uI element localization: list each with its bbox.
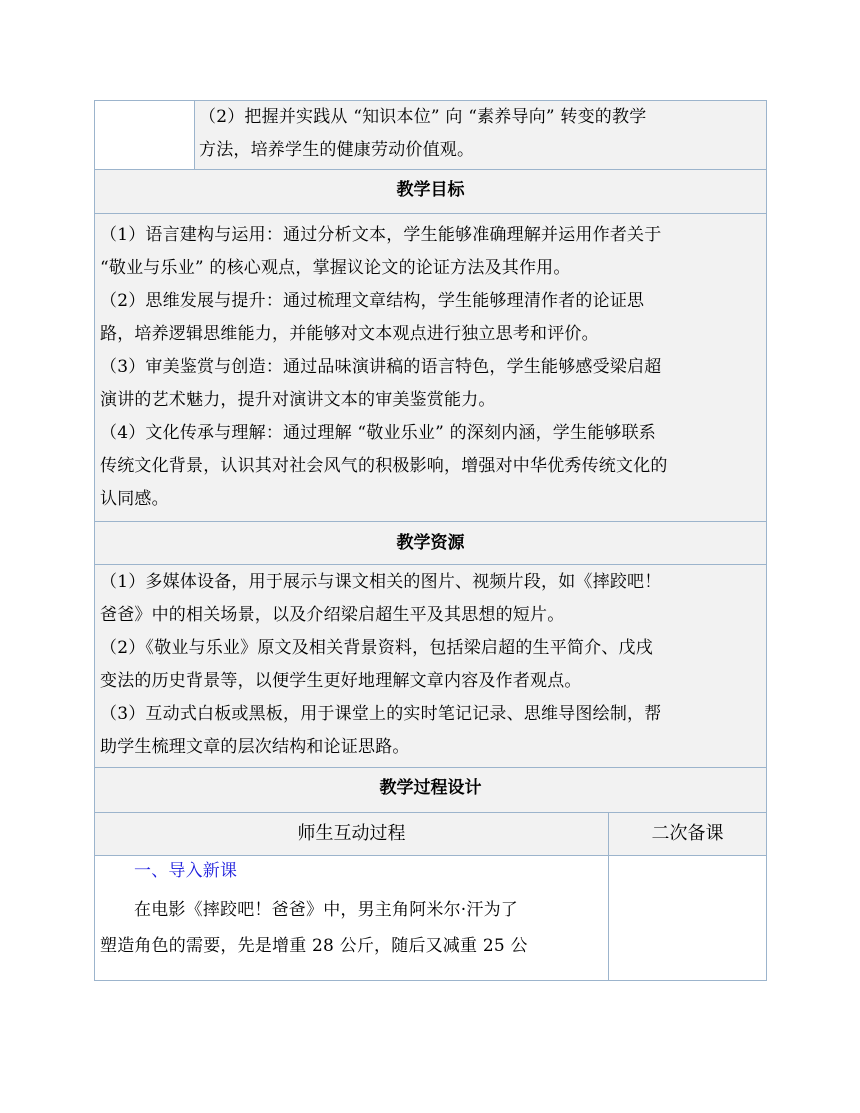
resources-body [95,565,766,767]
text-line: （2）思维发展与提升：通过梳理文章结构，学生能够理清作者的论证思 [100,291,645,311]
resources-heading: 教学资源 [396,533,465,553]
text-line: 演讲的艺术魅力，提升对演讲文本的审美鉴赏能力。 [100,390,496,410]
resources-body-row [94,564,767,767]
text-line: （2）把握并实践从 “知识本位” 向 “素养导向” 转变的教学 [199,107,647,127]
objectives-heading: 教学目标 [396,180,465,200]
process-body-row [94,855,767,981]
text-line: 在电影《摔跤吧！爸爸》中，男主角阿米尔·汗为了 [134,900,519,920]
text-line: （1）多媒体设备，用于展示与课文相关的图片、视频片段，如《摔跤吧！ [100,572,662,592]
interaction-cell [95,856,609,980]
process-column-header-row [94,812,767,855]
text-line: 传统文化背景，认识其对社会风气的积极影响，增强对中华优秀传统文化的 [100,456,668,476]
objectives-body [95,214,766,521]
process-heading-row [94,767,767,812]
col-header-revision: 二次备课 [651,823,724,844]
revision-cell [609,856,766,980]
process-heading: 教学过程设计 [379,778,482,798]
empty-label-cell [95,101,195,169]
text-line: 爸爸》中的相关场景，以及介绍梁启超生平及其思想的短片。 [100,605,565,625]
text-line: “敬业与乐业” 的核心观点，掌握议论文的论证方法及其作用。 [100,258,571,278]
objectives-body-row [94,213,767,521]
text-line: 助学生梳理文章的层次结构和论证思路。 [100,737,410,757]
text-line: 塑造角色的需要，先是增重 28 公斤，随后又减重 25 公 [100,936,528,956]
col-header-interaction: 师生互动过程 [95,813,609,855]
text-line: 变法的历史背景等，以便学生更好地理解文章内容及作者观点。 [100,671,582,691]
text-line: （3）审美鉴赏与创造：通过品味演讲稿的语言特色，学生能够感受梁启超 [100,357,662,377]
method-text-cell [195,101,766,169]
text-line: 认同感。 [100,489,169,509]
text-line: （4）文化传承与理解：通过理解 “敬业乐业” 的深刻内涵，学生能够联系 [100,423,657,443]
resources-heading-row [94,521,767,564]
objectives-heading-row [94,169,767,213]
section-title: 一、导入新课 [134,861,238,881]
text-line: （2）《敬业与乐业》原文及相关背景资料，包括梁启超的生平简介、戊戌 [100,638,653,658]
text-line: 方法，培养学生的健康劳动价值观。 [199,140,475,160]
method-row [94,100,767,169]
text-line: 路，培养逻辑思维能力，并能够对文本观点进行独立思考和评价。 [100,324,599,344]
text-line: （3）互动式白板或黑板，用于课堂上的实时笔记记录、思维导图绘制，帮 [100,704,662,724]
text-line: （1）语言建构与运用：通过分析文本，学生能够准确理解并运用作者关于 [100,225,662,245]
lesson-plan-table [94,100,767,981]
